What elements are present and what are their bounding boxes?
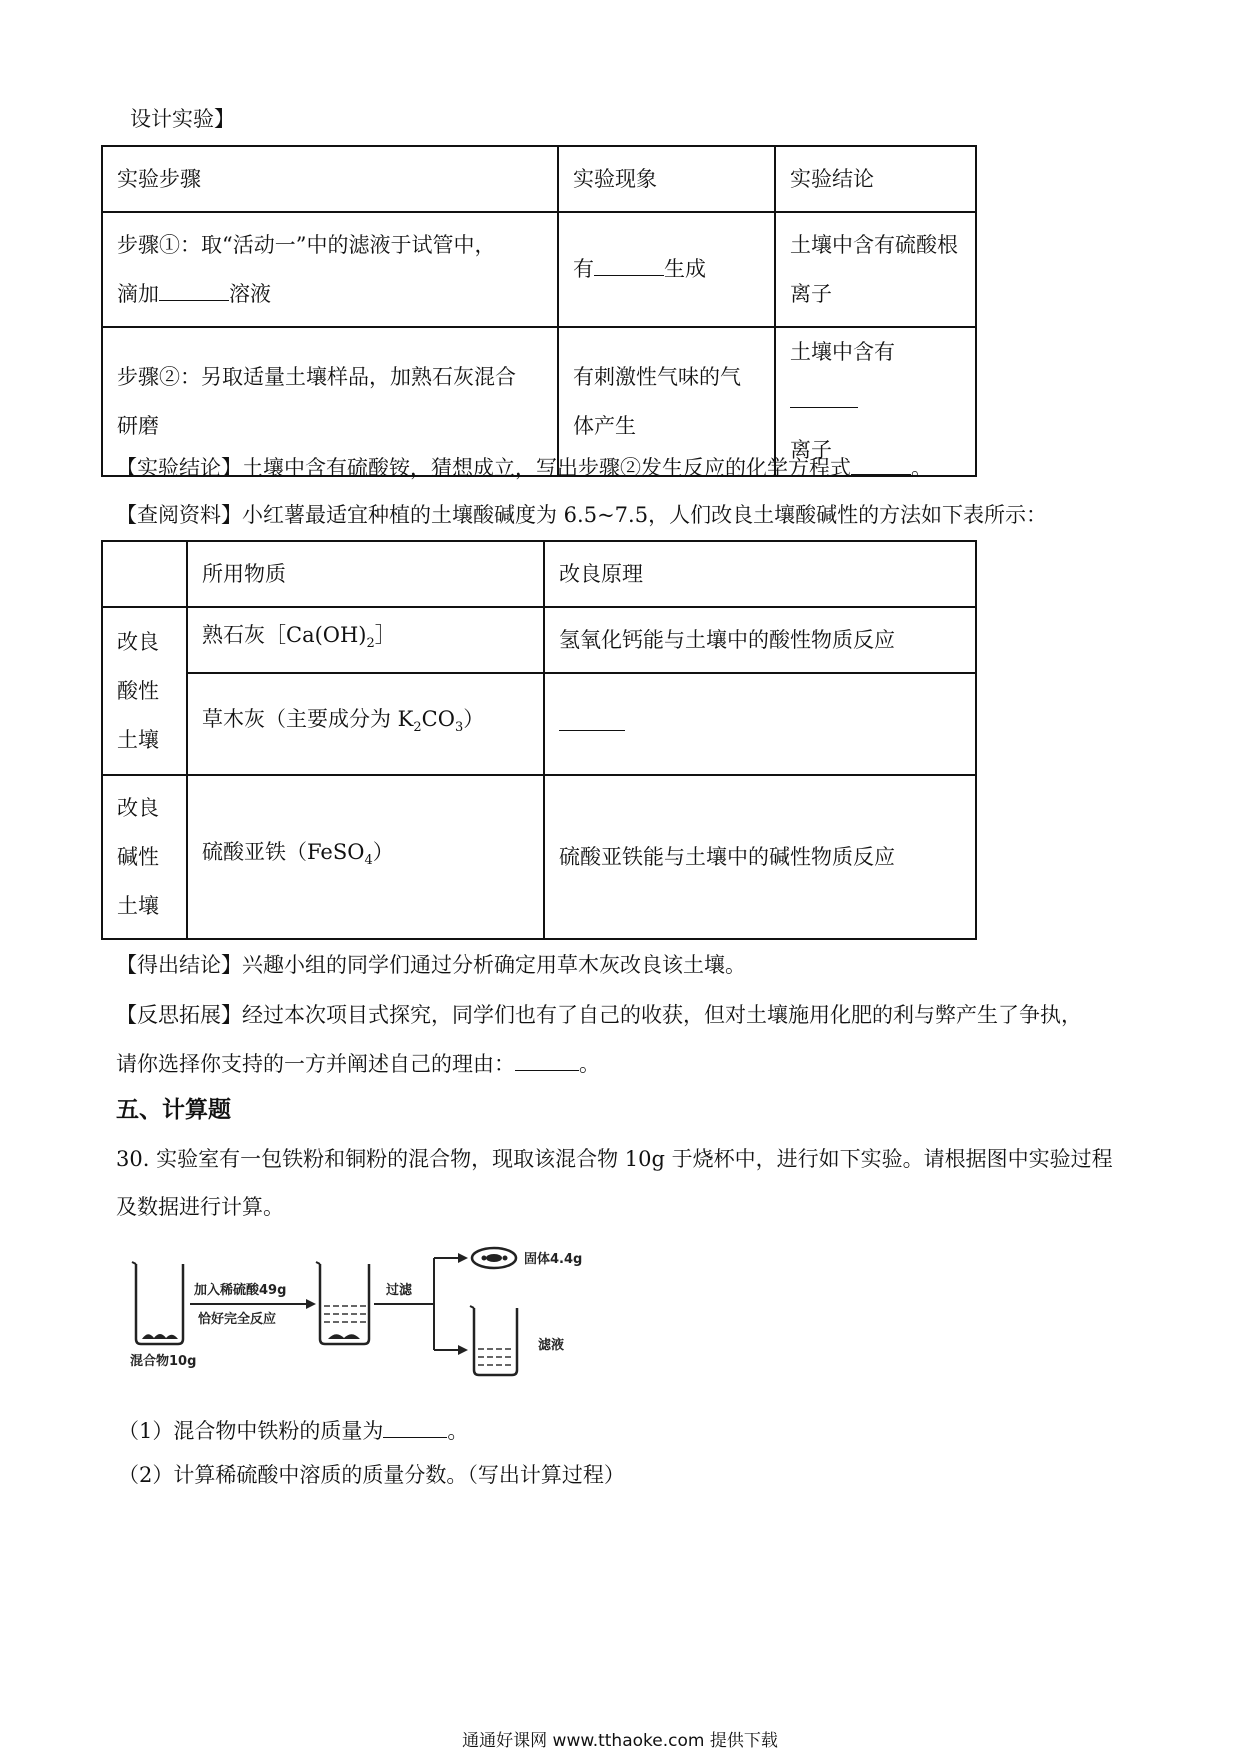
beaker-reaction	[316, 1262, 369, 1344]
question-30-line1: 30. 实验室有一包铁粉和铜粉的混合物，现取该混合物 10g 于烧杯中，进行如下实验。请根据图中实验过程	[116, 1147, 1113, 1171]
experiment-conclusion-end: 。	[911, 456, 932, 480]
group-label: 土壤	[117, 893, 159, 918]
group-acidic-soil	[102, 607, 187, 775]
experiment-table	[101, 145, 977, 477]
question-30-1	[118, 1415, 468, 1446]
header-conclusion: 实验结论	[775, 146, 976, 212]
concl-2-line1-pre: 土壤中含有	[790, 340, 895, 364]
substance-ferrous-sulfate: 硫酸亚铁（FeSO$_4$）	[187, 775, 544, 939]
reference-paragraph	[116, 500, 1047, 530]
question-30-2: （2）计算稀硫酸中溶质的质量分数。（写出计算过程）	[118, 1463, 625, 1487]
result-text: 兴趣小组的同学们通过分析确定用草木灰改良该土壤。	[242, 953, 746, 977]
group-label: 土壤	[117, 727, 159, 752]
experiment-diagram	[128, 1244, 608, 1379]
table-header-row	[102, 146, 976, 212]
step-1-line1: 步骤①：取“活动一”中的滤液于试管中，	[117, 232, 496, 257]
header-substance: 所用物质	[187, 541, 544, 607]
tag-result: 【得出结论】	[116, 953, 242, 977]
reflection-line1	[116, 1000, 1082, 1030]
reference-text: 小红薯最适宜种植的土壤酸碱度为 6.5~7.5，人们改良土壤酸碱性的方法如下表所示：	[242, 503, 1048, 527]
answer-blank	[790, 385, 858, 408]
group-alkaline-soil	[102, 775, 187, 939]
table-row	[102, 673, 976, 775]
concl-1-line2: 离子	[790, 281, 832, 306]
label-react: 恰好完全反应	[198, 1312, 277, 1327]
label-filter: 过滤	[386, 1283, 413, 1298]
question-30-1-end: 。	[447, 1419, 469, 1443]
experiment-conclusion-text: 土壤中含有硫酸铵，猜想成立，写出步骤②发生反应的化学方程式	[242, 456, 851, 480]
answer-blank	[559, 708, 625, 731]
tag-reflection: 【反思拓展】	[116, 1003, 242, 1027]
label-filtrate: 滤液	[538, 1338, 565, 1353]
phen-1-pre: 有	[573, 257, 594, 281]
tag-reference: 【查阅资料】	[116, 503, 242, 527]
group-label: 改良	[117, 795, 159, 820]
phen-2-line1: 有刺激性气味的气	[573, 364, 741, 389]
label-mixture: 混合物10g	[130, 1354, 197, 1369]
table-header-row	[102, 541, 976, 607]
step-2-line2: 研磨	[117, 413, 159, 438]
header-empty	[102, 541, 187, 607]
phen-2-line2: 体产生	[573, 413, 636, 438]
table-row	[102, 607, 976, 673]
concl-2-line2: 离子	[790, 438, 832, 462]
group-label: 碱性	[117, 844, 159, 869]
answer-blank	[515, 1048, 579, 1071]
group-label: 改良	[117, 629, 159, 654]
step-1-cell	[102, 212, 558, 327]
header-step: 实验步骤	[102, 146, 558, 212]
question-30-line2: 及数据进行计算。	[116, 1195, 284, 1219]
phen-1-post: 生成	[664, 257, 706, 281]
reflection-text-2: 请你选择你支持的一方并阐述自己的理由：	[116, 1052, 515, 1076]
substance-slaked-lime: 熟石灰$[Ca(OH)_2]$	[187, 607, 544, 673]
header-principle: 改良原理	[544, 541, 976, 607]
conclusion-1-cell	[775, 212, 976, 327]
principle-plant-ash	[544, 673, 976, 775]
group-label: 酸性	[117, 678, 159, 703]
phenomenon-1-cell	[558, 212, 775, 327]
design-experiment-heading: 设计实验】	[130, 107, 235, 131]
table-row	[102, 212, 976, 327]
principle-slaked-lime: 氢氧化钙能与土壤中的酸性物质反应	[544, 607, 976, 673]
table-row	[102, 775, 976, 939]
label-solid: 固体4.4g	[524, 1252, 583, 1267]
reflection-line2	[116, 1048, 600, 1079]
tag-experiment-conclusion: 【实验结论】	[116, 456, 242, 480]
answer-blank	[383, 1415, 447, 1438]
reflection-text-1: 经过本次项目式探究，同学们也有了自己的收获，但对土壤施用化肥的利与弊产生了争执，	[242, 1003, 1082, 1027]
answer-blank	[851, 452, 911, 475]
reflection-end: 。	[579, 1052, 600, 1076]
question-30-1-text: （1）混合物中铁粉的质量为	[118, 1419, 384, 1443]
beaker-filtrate	[470, 1306, 517, 1375]
header-phenomenon: 实验现象	[558, 146, 775, 212]
label-add-acid: 加入稀硫酸49g	[194, 1283, 287, 1298]
step-1-line2-post: 溶液	[229, 281, 271, 306]
answer-blank	[159, 278, 229, 301]
step-1-line2-pre: 滴加	[117, 281, 159, 306]
soil-improvement-table	[101, 540, 977, 940]
section-title: 五、计算题	[116, 1097, 231, 1123]
substance-plant-ash: 草木灰（主要成分为 $K_2CO_3$）	[187, 673, 544, 775]
result-paragraph	[116, 950, 746, 980]
step-2-line1: 步骤②：另取适量土壤样品，加熟石灰混合	[117, 364, 516, 389]
solid-dish	[472, 1248, 516, 1268]
answer-blank	[594, 253, 664, 276]
experiment-conclusion	[116, 452, 932, 483]
principle-ferrous-sulfate: 硫酸亚铁能与土壤中的碱性物质反应	[544, 775, 976, 939]
concl-1-line1: 土壤中含有硫酸根	[790, 232, 958, 257]
beaker-mixture	[132, 1262, 183, 1344]
page-footer: 通通好课网 www.tthaoke.com 提供下载	[462, 1731, 778, 1751]
